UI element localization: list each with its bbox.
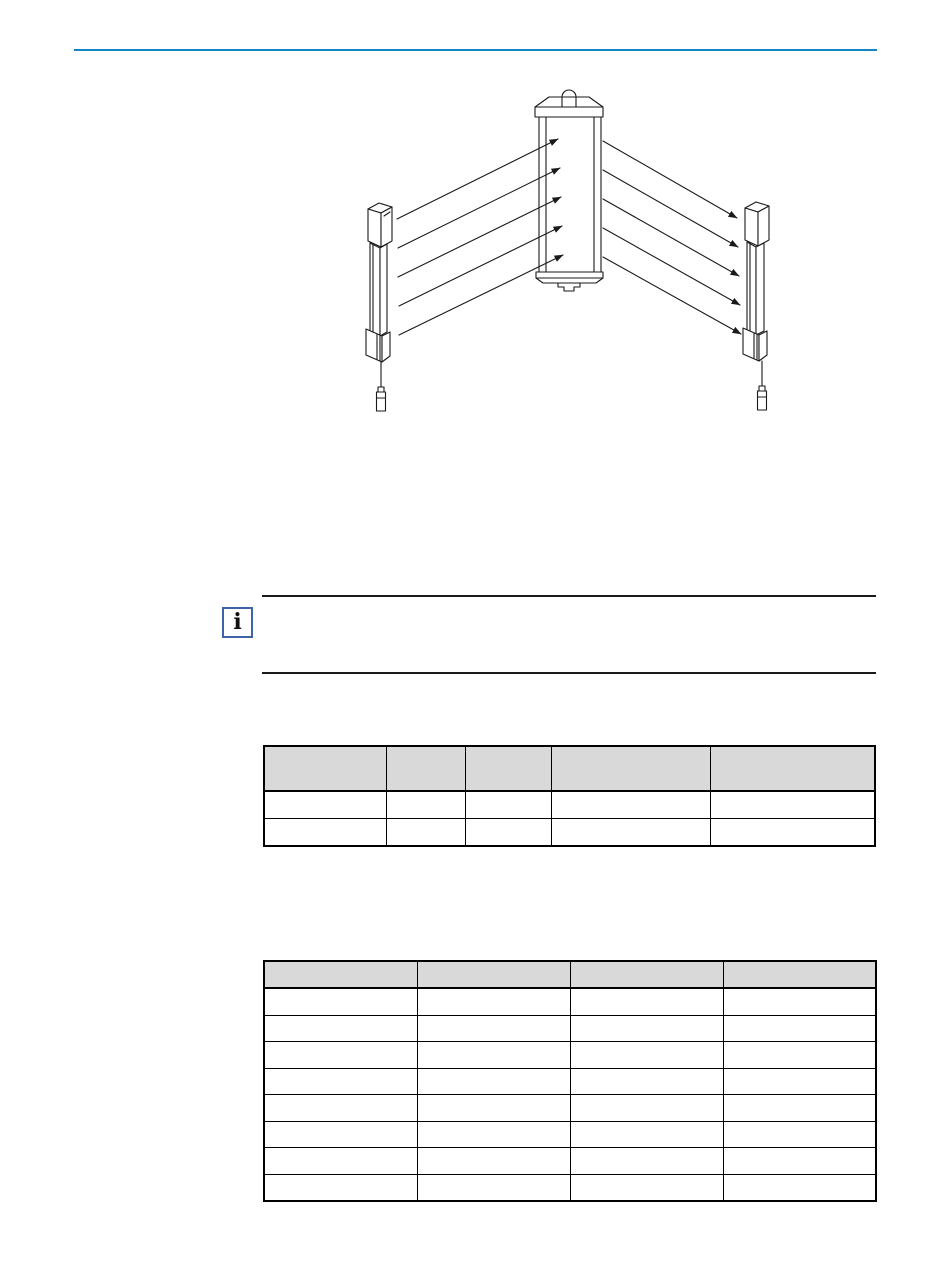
- right-light-curtain-receiver: [743, 202, 769, 410]
- left-light-curtain-sender: [366, 203, 392, 411]
- table-row: [264, 1015, 876, 1042]
- mirror-bottom-bracket: [558, 283, 580, 291]
- table-cell: [551, 791, 710, 819]
- table-row: [264, 791, 875, 819]
- table-cell: [417, 1068, 570, 1095]
- beam-arrows-mirror-to-receiver: [603, 141, 741, 334]
- table-row: [264, 988, 876, 1015]
- table-header-cell: [710, 746, 875, 791]
- table-row: [264, 1042, 876, 1069]
- table-cell: [417, 1015, 570, 1042]
- table-cell: [723, 1121, 876, 1148]
- table-cell: [466, 819, 552, 847]
- table-cell: [386, 791, 465, 819]
- table-cell: [264, 1148, 417, 1175]
- table-cell: [570, 1174, 723, 1201]
- table-cell: [723, 1095, 876, 1122]
- table-header-cell: [551, 746, 710, 791]
- table-cell: [264, 1015, 417, 1042]
- table-cell: [264, 819, 386, 847]
- table-cell: [264, 1095, 417, 1122]
- table-cell: [570, 1148, 723, 1175]
- table-cell: [264, 1174, 417, 1201]
- table-cell: [264, 1068, 417, 1095]
- table-header-row: [264, 961, 876, 988]
- data-table-1: [263, 745, 876, 847]
- info-note-box: [222, 607, 253, 638]
- table-cell: [417, 1042, 570, 1069]
- table-cell: [723, 988, 876, 1015]
- deflector-mirror: [535, 90, 603, 291]
- sender-connector: [377, 392, 386, 411]
- table-row: [264, 819, 875, 847]
- table-row: [264, 1068, 876, 1095]
- table-cell: [710, 791, 875, 819]
- table-cell: [264, 791, 386, 819]
- beam-arrows-sender-to-mirror: [397, 139, 563, 335]
- receiver-connector: [758, 391, 767, 410]
- table-header-cell: [417, 961, 570, 988]
- table-cell: [570, 1015, 723, 1042]
- table-cell: [386, 819, 465, 847]
- table-cell: [570, 1095, 723, 1122]
- table-cell: [570, 1121, 723, 1148]
- table-cell: [723, 1148, 876, 1175]
- table-cell: [551, 819, 710, 847]
- table-cell: [570, 1068, 723, 1095]
- table-header-cell: [386, 746, 465, 791]
- table-cell: [417, 1174, 570, 1201]
- table-header-cell: [264, 746, 386, 791]
- table-row: [264, 1095, 876, 1122]
- table-2: [263, 960, 877, 1202]
- table-1: [263, 745, 876, 847]
- table-cell: [417, 1095, 570, 1122]
- table-cell: [570, 1042, 723, 1069]
- table-cell: [570, 988, 723, 1015]
- note-top-rule: [262, 595, 876, 597]
- table-row: [264, 1148, 876, 1175]
- table-cell: [264, 1042, 417, 1069]
- table-cell: [264, 1121, 417, 1148]
- table-header-cell: [723, 961, 876, 988]
- table-row: [264, 1174, 876, 1201]
- table-cell: [723, 1015, 876, 1042]
- header-divider-rule: [74, 49, 877, 51]
- note-bottom-rule: [262, 672, 876, 674]
- data-table-2: [263, 960, 877, 1202]
- table-cell: [710, 819, 875, 847]
- table-header-cell: [466, 746, 552, 791]
- light-curtain-mirror-diagram: [350, 83, 780, 423]
- table-cell: [723, 1068, 876, 1095]
- table-header-cell: [264, 961, 417, 988]
- table-cell: [264, 988, 417, 1015]
- info-icon: i: [233, 609, 242, 635]
- table-cell: [417, 1121, 570, 1148]
- table-header-cell: [570, 961, 723, 988]
- table-cell: [723, 1174, 876, 1201]
- table-cell: [417, 1148, 570, 1175]
- table-row: [264, 1121, 876, 1148]
- table-cell: [417, 988, 570, 1015]
- table-cell: [466, 791, 552, 819]
- table-cell: [723, 1042, 876, 1069]
- table-header-row: [264, 746, 875, 791]
